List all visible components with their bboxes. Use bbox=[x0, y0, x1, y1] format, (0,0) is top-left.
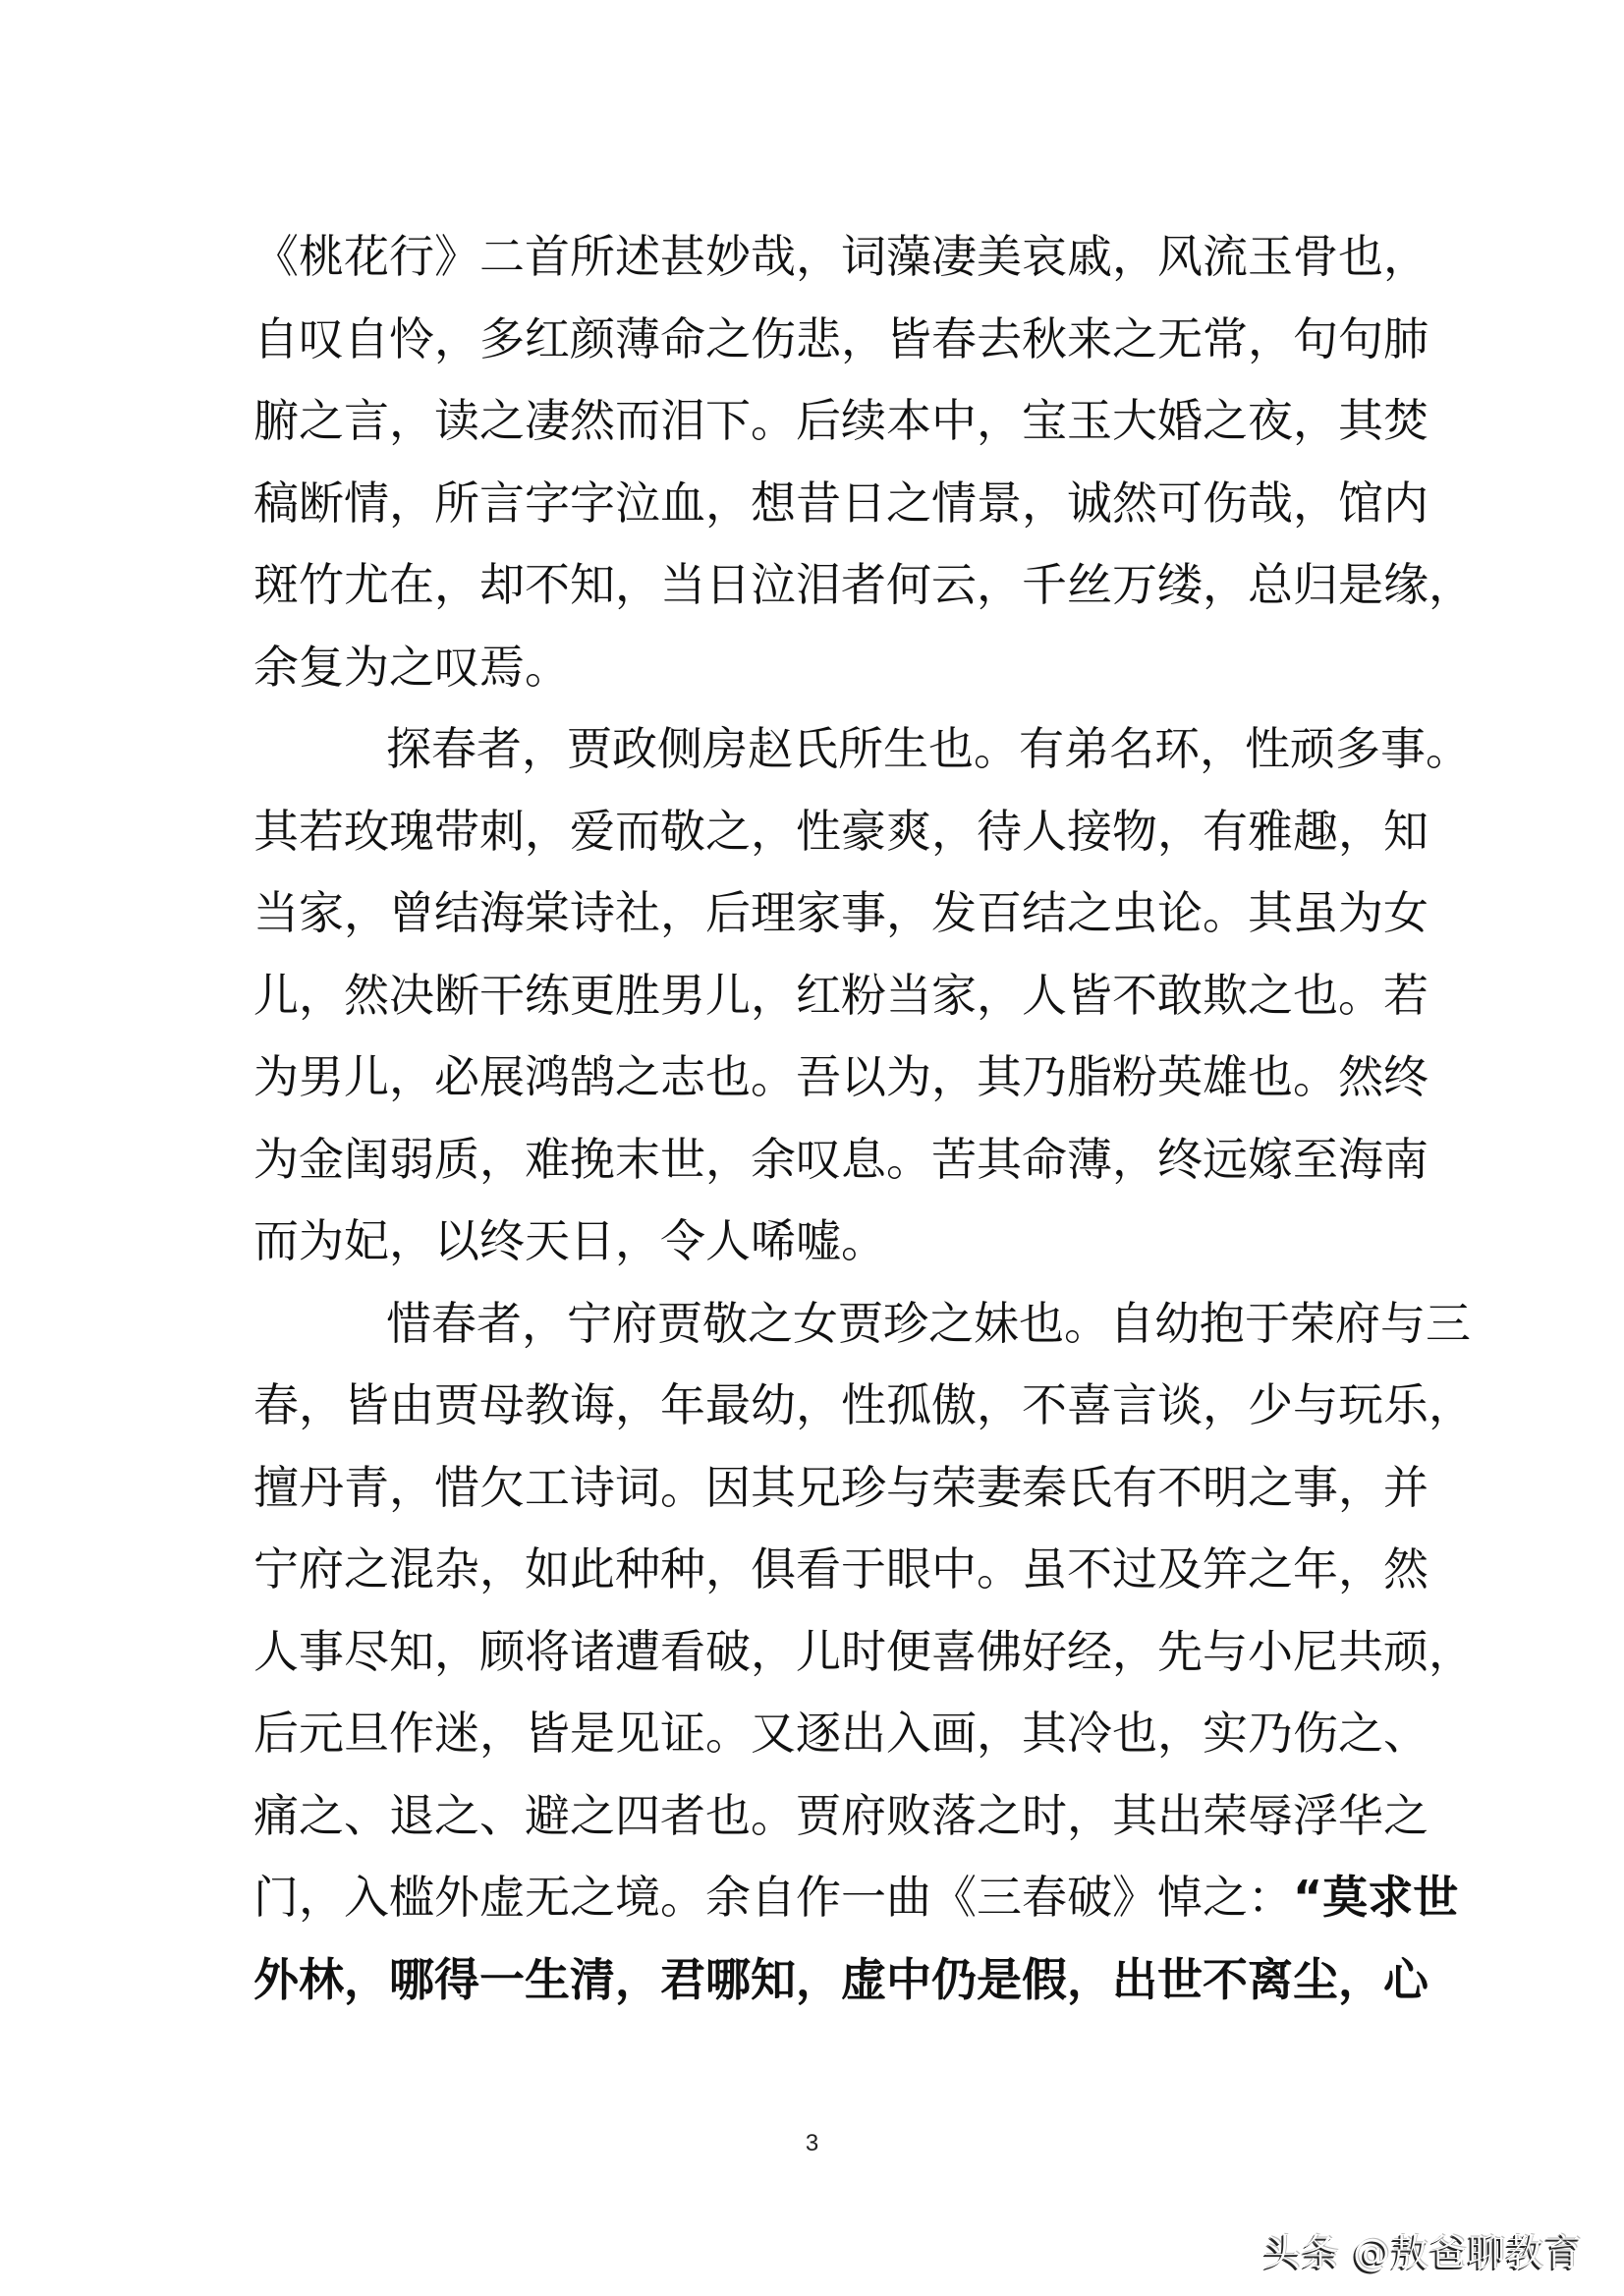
text-normal: 门，入槛外虚无之境。余自作一曲《三春破》悼之： bbox=[253, 1871, 1293, 1924]
text-line: 为金闺弱质，难挽末世，余叹息。苦其命薄，终远嫁至海南 bbox=[253, 1132, 1428, 1186]
text-line: 余复为之叹焉。 bbox=[253, 640, 570, 694]
text-line: 其若玫瑰带刺，爱而敬之，性豪爽，待人接物，有雅趣，知 bbox=[253, 804, 1428, 858]
text-line: 为男儿，必展鸿鹄之志也。吾以为，其乃脂粉英雄也。然终 bbox=[253, 1050, 1428, 1103]
text-line-mixed bbox=[253, 1857, 1459, 1939]
paragraph-1 bbox=[253, 216, 1474, 708]
text-line: 痛之、退之、避之四者也。贾府败落之时，其出荣辱浮华之 bbox=[253, 1788, 1428, 1842]
text-line: 宁府之混杂，如此种种，俱看于眼中。虽不过及笄之年，然 bbox=[253, 1542, 1428, 1596]
text-line: 当家，曾结海棠诗社，后理家事，发百结之虫论。其虽为女 bbox=[253, 886, 1428, 939]
poem-line: 外林，哪得一生清，君哪知，虚中仍是假，出世不离尘，心 bbox=[253, 1952, 1428, 2006]
body-text bbox=[253, 216, 1474, 2021]
text-line: 《桃花行》二首所述甚妙哉，词藻凄美哀戚，风流玉骨也， bbox=[253, 230, 1428, 283]
text-line: 儿，然决断干练更胜男儿，红粉当家，人皆不敢欺之也。若 bbox=[253, 968, 1428, 1022]
paragraph-2 bbox=[253, 708, 1471, 1283]
poem-quote-start: “莫求世 bbox=[1293, 1871, 1459, 1924]
text-line: 稿断情，所言字字泣血，想昔日之情景，诚然可伤哉，馆内 bbox=[253, 476, 1428, 530]
text-line: 擅丹青，惜欠工诗词。因其兄珍与荣妻秦氏有不明之事，并 bbox=[253, 1460, 1428, 1514]
text-line: 腑之言，读之凄然而泪下。后续本中，宝玉大婚之夜，其焚 bbox=[253, 394, 1428, 447]
text-line: 惜春者，宁府贾敬之女贾珍之妹也。自幼抱于荣府与三 bbox=[386, 1296, 1471, 1350]
watermark: 头条 @敖爸聊教育 bbox=[1262, 2231, 1583, 2274]
page-number: 3 bbox=[805, 2130, 819, 2156]
text-line: 自叹自怜，多红颜薄命之伤悲，皆春去秋来之无常，句句肺 bbox=[253, 311, 1428, 365]
text-line: 斑竹尤在，却不知，当日泣泪者何云，千丝万缕，总归是缘， bbox=[253, 558, 1474, 611]
text-line: 而为妃，以终天日，令人唏嘘。 bbox=[253, 1214, 886, 1267]
paragraph-3 bbox=[253, 1283, 1474, 2022]
text-line: 人事尽知，顾将诸遭看破，儿时便喜佛好经，先与小尼共顽， bbox=[253, 1624, 1474, 1678]
text-line: 后元旦作迷，皆是见证。又逐出入画，其冷也，实乃伤之、 bbox=[253, 1707, 1428, 1760]
text-line: 探春者，贾政侧房赵氏所生也。有弟名环，性顽多事。 bbox=[386, 722, 1471, 775]
text-line: 春，皆由贾母教诲，年最幼，性孤傲，不喜言谈，少与玩乐， bbox=[253, 1378, 1474, 1431]
